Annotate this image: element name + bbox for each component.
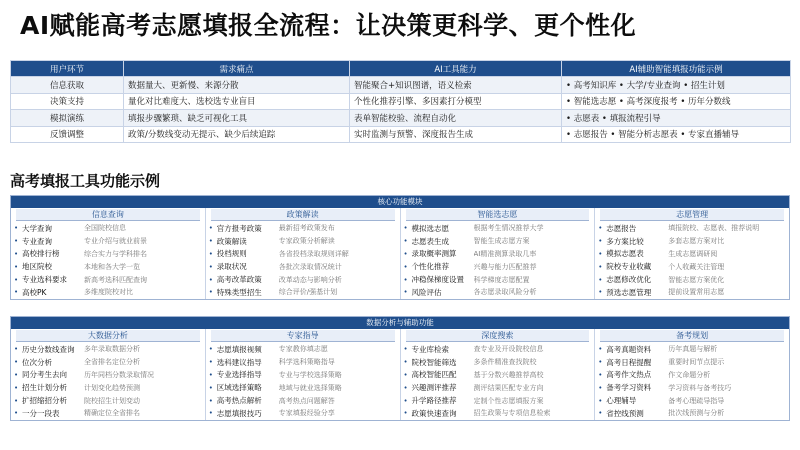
feature-name: 政策解读 [216,236,247,246]
feature-desc: 多年录取数据分析 [84,345,140,354]
feature-desc: 招生政策与专项信息检索 [473,409,551,418]
feature-desc: 专业与学校选择策略 [278,370,342,379]
feature-item[interactable] [404,369,592,382]
feature-name: 多方案比较 [606,236,644,246]
bullet-icon: • [208,370,213,379]
bullet-icon: • [403,237,408,246]
section-header: 核心功能模块 [11,196,789,208]
feature-item[interactable] [209,394,397,407]
feature-desc: 测评结果匹配专业方向 [473,383,544,392]
bullet-icon: • [403,370,408,379]
feature-item[interactable] [14,356,202,369]
feature-name: 兴趣测评推荐 [411,383,457,393]
feature-item[interactable] [14,286,202,299]
header-cell: 用户环节 [11,61,124,77]
overview-header-row [11,61,791,77]
bullet-icon: • [208,358,213,367]
feature-item[interactable] [404,260,592,273]
bullet-icon: • [208,409,213,418]
bullet-icon: • [14,275,19,284]
table-cell: 反馈调整 [11,126,124,143]
feature-column [401,208,596,299]
section-columns [11,208,789,299]
feature-desc: 地域与就业选择策略 [278,383,342,392]
feature-item[interactable] [209,286,397,299]
header-cell: AI辅助智能填报功能示例 [562,61,791,77]
feature-desc: 填报院校、志愿表、推荐说明 [668,224,760,233]
bullet-icon: • [598,409,603,418]
bullet-icon: • [403,383,408,392]
bullet-icon: • [403,345,408,354]
feature-item[interactable] [14,407,202,420]
bullet-icon: • [14,237,19,246]
bullet-icon: • [14,370,19,379]
feature-name: 扩招缩招分析 [22,396,67,406]
column-title: 志愿管理 [600,209,784,221]
feature-column [595,329,789,420]
feature-column [206,208,401,299]
feature-name: 同分考生去向 [22,370,67,380]
feature-desc: 专家政策分析解读 [278,237,335,246]
bullet-icon: • [598,275,603,284]
header-cell: AI工具能力 [350,61,562,77]
table-cell: • 智能选志愿 • 高考深度报考 • 历年分数线 [562,93,791,110]
feature-item[interactable] [209,248,397,261]
feature-desc: 科学梯度志愿配置 [473,275,530,284]
feature-desc: 学习资料与备考技巧 [668,383,732,392]
feature-name: 院校专业收藏 [606,262,652,272]
feature-name: 政策快速查询 [411,408,457,418]
feature-name: 地区院校 [22,262,52,272]
feature-name: 备考学习资料 [606,383,652,393]
feature-desc: 批次线预测与分析 [668,409,725,418]
bullet-icon: • [403,275,408,284]
bullet-icon: • [403,288,408,297]
feature-name: 官方报考政策 [216,223,262,233]
feature-name: 模拟志愿表 [606,249,644,259]
feature-item[interactable] [598,286,786,299]
bullet-icon: • [598,383,603,392]
feature-name: 专业库检索 [411,344,449,354]
feature-desc: 综合评价/强基计划 [278,288,338,297]
feature-name: 院校智能筛选 [411,357,457,367]
feature-item[interactable] [404,381,592,394]
bullet-icon: • [598,396,603,405]
feature-desc: 各志愿录取风险分析 [473,288,537,297]
feature-desc: 多维度院校对比 [84,288,133,297]
bullet-icon: • [208,288,213,297]
feature-desc: 新高考选科匹配查询 [84,275,147,284]
table-cell: 表单智能校验、流程自动化 [350,110,562,127]
feature-name: 志愿表生成 [411,236,449,246]
feature-item[interactable] [598,248,786,261]
feature-name: 录取状况 [216,262,247,272]
column-title: 备考规划 [600,330,784,342]
feature-name: 区域选择策略 [216,383,262,393]
feature-item[interactable] [209,356,397,369]
feature-name: 高考热点解析 [216,396,262,406]
feature-name: 预选志愿管理 [606,287,652,297]
table-cell: 智能聚合+知识图谱，语义检索 [350,77,562,94]
feature-name: 专业选科要求 [22,275,67,285]
table-cell: 决策支持 [11,93,124,110]
table-cell: 模拟演练 [11,110,124,127]
feature-item[interactable] [209,273,397,286]
bullet-icon: • [598,224,603,233]
feature-desc: AI精准测算录取几率 [473,249,537,258]
bullet-icon: • [598,345,603,354]
feature-desc: 各省投档录取规则详解 [278,249,349,258]
table-cell: 个性化推荐引擎、多因素打分模型 [350,93,562,110]
feature-name: 专业选择指导 [216,370,262,380]
feature-column [401,329,596,420]
feature-column [11,208,206,299]
table-row [11,77,791,94]
table-cell: 实时监测与预警、深度报告生成 [350,126,562,143]
bullet-icon: • [598,358,603,367]
feature-item[interactable] [598,235,786,248]
bullet-icon: • [208,262,213,271]
bullet-icon: • [403,409,408,418]
feature-desc: 本地和各大学一览 [84,262,140,271]
feature-item[interactable] [404,394,592,407]
bullet-icon: • [598,288,603,297]
feature-name: 模拟选志愿 [411,223,449,233]
feature-name: 高校PK [22,287,47,297]
feature-name: 选科建议指导 [216,357,262,367]
feature-desc: 多条件精准查找院校 [473,358,537,367]
feature-desc: 提前设置常用志愿 [668,288,725,297]
feature-name: 专业查询 [22,236,52,246]
table-cell: 政策/分数线变动无提示、缺少后续追踪 [124,126,350,143]
feature-desc: 历年同档分数录取情况 [84,370,154,379]
feature-item[interactable] [14,369,202,382]
feature-item[interactable] [14,394,202,407]
table-cell: • 高考知识库 • 大学/专业查询 • 招生计划 [562,77,791,94]
feature-item[interactable] [209,222,397,235]
feature-desc: 兴趣与能力匹配推荐 [473,262,537,271]
feature-name: 高考真题资料 [606,344,652,354]
feature-name: 志愿填报技巧 [216,408,262,418]
section-subtitle: 高考填报工具功能示例 [10,172,161,190]
feature-name: 志愿修改优化 [606,275,652,285]
core-features-section [10,195,790,300]
column-title: 智能选志愿 [406,209,590,221]
feature-item[interactable] [404,356,592,369]
feature-item[interactable] [404,343,592,356]
feature-item[interactable] [209,369,397,382]
feature-desc: 计划变化趋势预测 [84,383,140,392]
bullet-icon: • [403,396,408,405]
feature-name: 高考作文热点 [606,370,652,380]
table-cell: • 志愿报告 • 智能分析志愿表 • 专家直播辅导 [562,126,791,143]
feature-item[interactable] [404,286,592,299]
feature-item[interactable] [598,394,786,407]
feature-item[interactable] [209,260,397,273]
table-row [11,110,791,127]
bullet-icon: • [208,345,213,354]
feature-item[interactable] [404,407,592,420]
feature-desc: 重要时间节点提示 [668,358,725,367]
feature-name: 投档规则 [216,249,247,259]
table-cell: 数据量大、更新慢、来源分散 [124,77,350,94]
bullet-icon: • [598,262,603,271]
feature-column [11,329,206,420]
bullet-icon: • [208,383,213,392]
feature-name: 位次分析 [22,357,52,367]
feature-desc: 专家教你填志愿 [278,345,328,354]
feature-name: 一分一段表 [22,408,60,418]
bullet-icon: • [14,249,19,258]
table-cell: 填报步骤繁琐、缺乏可视化工具 [124,110,350,127]
column-title: 大数据分析 [16,330,200,342]
bullet-icon: • [598,237,603,246]
header-cell: 需求痛点 [124,61,350,77]
feature-desc: 作文命题分析 [668,370,711,379]
bullet-icon: • [208,224,213,233]
feature-name: 特殊类型招生 [216,287,262,297]
feature-desc: 综合实力与学科排名 [84,249,147,258]
feature-desc: 专业介绍与就业前景 [84,237,147,246]
table-row [11,93,791,110]
column-title: 信息查询 [16,209,200,221]
section-columns [11,329,789,420]
feature-desc: 改革动态与影响分析 [278,275,342,284]
feature-desc: 查专业及开设院校信息 [473,345,544,354]
feature-desc: 院校招生计划变动 [84,396,140,405]
bullet-icon: • [403,249,408,258]
table-cell: 量化对比难度大、选校选专业盲目 [124,93,350,110]
feature-item[interactable] [209,407,397,420]
bullet-icon: • [208,396,213,405]
bullet-icon: • [403,224,408,233]
table-row [11,126,791,143]
feature-desc: 多套志愿方案对比 [668,237,725,246]
feature-name: 升学路径推荐 [411,396,457,406]
column-title: 深度搜索 [406,330,590,342]
bullet-icon: • [14,396,19,405]
bullet-icon: • [208,237,213,246]
feature-name: 高校智能匹配 [411,370,457,380]
feature-item[interactable] [404,273,592,286]
feature-desc: 生成志愿调研阅 [668,249,718,258]
feature-desc: 最新招考政策发布 [278,224,335,233]
feature-item[interactable] [598,343,786,356]
feature-item[interactable] [598,260,786,273]
bullet-icon: • [14,345,19,354]
feature-item[interactable] [14,235,202,248]
feature-desc: 个人收藏关注管理 [668,262,725,271]
bullet-icon: • [403,358,408,367]
overview-table [10,60,791,143]
feature-item[interactable] [14,248,202,261]
feature-name: 志愿报告 [606,223,637,233]
feature-item[interactable] [598,407,786,420]
feature-item[interactable] [598,273,786,286]
feature-desc: 智能志愿方案优化 [668,275,725,284]
feature-name: 招生计划分析 [22,383,67,393]
feature-desc: 备考心理疏导指导 [668,396,725,405]
bullet-icon: • [14,383,19,392]
bullet-icon: • [403,262,408,271]
feature-name: 高考改革政策 [216,275,262,285]
feature-item[interactable] [404,248,592,261]
section-header: 数据分析与辅助功能 [11,317,789,329]
feature-column [595,208,789,299]
feature-desc: 历年真题与解析 [668,345,718,354]
feature-item[interactable] [14,222,202,235]
feature-name: 大学查询 [22,223,52,233]
feature-desc: 专家填报经验分享 [278,409,335,418]
feature-name: 心理辅导 [606,396,637,406]
bullet-icon: • [598,249,603,258]
feature-item[interactable] [14,343,202,356]
feature-name: 冲稳保梯度设置 [411,275,464,285]
feature-desc: 各批次录取情况统计 [278,262,342,271]
feature-desc: 全国院校信息 [84,224,126,233]
feature-desc: 全省排名定位分析 [84,358,140,367]
bullet-icon: • [14,409,19,418]
feature-name: 个性化推荐 [411,262,449,272]
feature-name: 高考日程提醒 [606,357,652,367]
data-analysis-section [10,316,790,421]
table-cell: • 志愿表 • 填报流程引导 [562,110,791,127]
feature-item[interactable] [598,381,786,394]
feature-item[interactable] [404,222,592,235]
feature-item[interactable] [14,273,202,286]
feature-desc: 定制个性志愿填报方案 [473,396,544,405]
feature-item[interactable] [14,260,202,273]
bullet-icon: • [14,224,19,233]
bullet-icon: • [14,288,19,297]
feature-name: 风险评估 [411,287,442,297]
feature-desc: 科学选科策略指导 [278,358,335,367]
feature-item[interactable] [209,235,397,248]
feature-name: 录取概率测算 [411,249,457,259]
feature-item[interactable] [598,222,786,235]
bullet-icon: • [598,370,603,379]
feature-column [206,329,401,420]
table-cell: 信息获取 [11,77,124,94]
column-title: 政策解读 [211,209,395,221]
feature-item[interactable] [209,381,397,394]
feature-item[interactable] [598,369,786,382]
bullet-icon: • [208,249,213,258]
feature-name: 省控线预测 [606,408,644,418]
feature-name: 志愿填报视频 [216,344,262,354]
bullet-icon: • [208,275,213,284]
feature-item[interactable] [14,381,202,394]
feature-item[interactable] [209,343,397,356]
bullet-icon: • [14,358,19,367]
feature-desc: 智能生成志愿方案 [473,237,530,246]
feature-name: 高校排行榜 [22,249,60,259]
feature-item[interactable] [404,235,592,248]
bullet-icon: • [14,262,19,271]
feature-name: 历史分数线查询 [22,344,75,354]
feature-desc: 精确定位全省排名 [84,409,140,418]
page-title: AI赋能高考志愿填报全流程：让决策更科学、更个性化 [20,11,637,40]
feature-desc: 高考热点问题解答 [278,396,335,405]
feature-desc: 基于分数兴趣推荐高校 [473,370,544,379]
feature-desc: 根据考生情况推荐大学 [473,224,544,233]
column-title: 专家指导 [211,330,395,342]
feature-item[interactable] [598,356,786,369]
